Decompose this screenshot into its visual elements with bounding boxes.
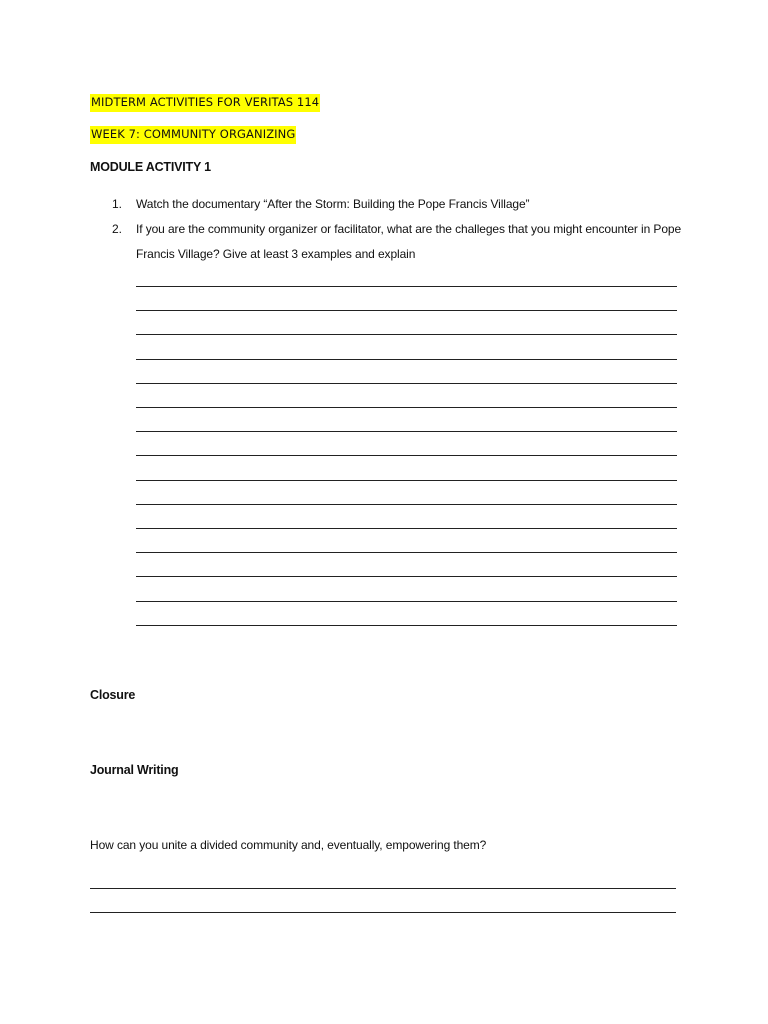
module-heading: MODULE ACTIVITY 1 [90,160,211,174]
list-item-2-text-line1: If you are the community organizer or facilitator, what are the challeges that you might encounter in Pope [136,222,682,236]
answer-line [136,601,677,602]
journal-question: How can you unite a divided community and, eventually, empowering them? [90,838,487,852]
answer-line [136,407,677,408]
closure-heading: Closure [90,688,136,702]
answer-line [136,528,677,529]
journal-answer-line [90,912,676,913]
list-item-1-number: 1. [112,197,123,211]
journal-writing-heading: Journal Writing [90,763,179,777]
answer-line [136,334,677,335]
list-item-2-number: 2. [112,222,123,236]
answer-line [136,504,677,505]
week-title-highlight: WEEK 7: COMMUNITY ORGANIZING [90,126,296,144]
answer-line [136,383,677,384]
answer-line [136,625,677,626]
course-title-highlight: MIDTERM ACTIVITIES FOR VERITAS 114 [90,94,320,112]
journal-answer-line [90,888,676,889]
answer-line [136,576,677,577]
list-item-1-text: Watch the documentary “After the Storm: Building the Pope Francis Village” [136,197,530,211]
answer-line [136,359,677,360]
answer-line [136,286,677,287]
list-item-2-text-line2: Francis Village? Give at least 3 examples and explain [136,247,416,261]
answer-line [136,480,677,481]
answer-line [136,310,677,311]
answer-line [136,552,677,553]
answer-line [136,455,677,456]
answer-line [136,431,677,432]
